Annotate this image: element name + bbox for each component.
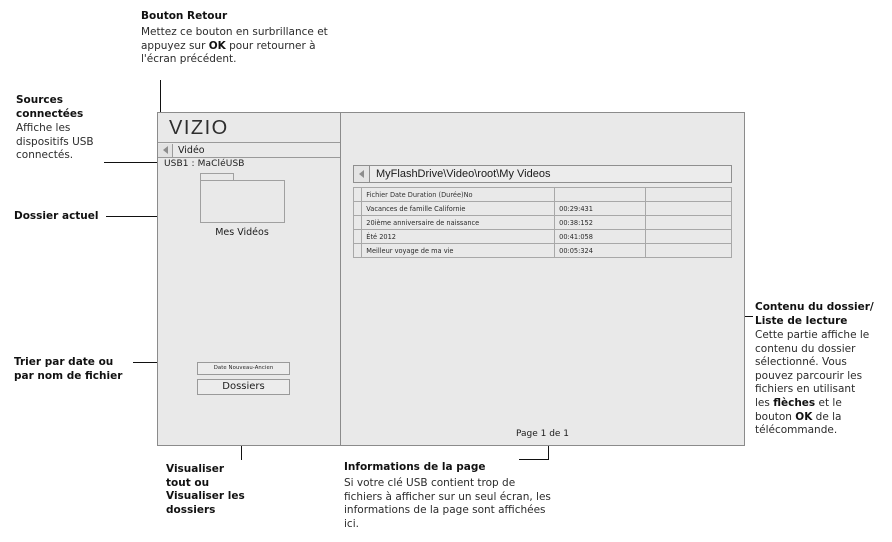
annotation-folder-content-body bbox=[755, 329, 869, 438]
back-button-line-2 bbox=[141, 40, 328, 54]
back-button[interactable] bbox=[158, 144, 173, 157]
view-mode-line-4: dossiers bbox=[166, 503, 216, 516]
annotation-sort-title bbox=[14, 356, 122, 383]
triangle-left-icon bbox=[163, 146, 168, 154]
row-gutter bbox=[354, 244, 362, 258]
page-info-line-3: informations de la page sont affichées bbox=[344, 504, 546, 517]
table-row[interactable] bbox=[354, 202, 732, 216]
row-gutter bbox=[354, 202, 362, 216]
row-duration: 00:41:058 bbox=[555, 230, 646, 244]
sources-title-line-1: Sources bbox=[16, 94, 64, 106]
folder-content-line-6c: et le bbox=[815, 396, 842, 409]
row-extra bbox=[646, 244, 732, 258]
folder-content-line-4: pouvez parcourir les bbox=[755, 369, 863, 382]
folder-icon-body bbox=[200, 180, 285, 223]
row-file-name: Été 2012 bbox=[362, 230, 555, 244]
table-row[interactable] bbox=[354, 216, 732, 230]
sort-title-line-2: par nom de fichier bbox=[14, 369, 123, 382]
annotation-view-mode-title bbox=[166, 463, 245, 517]
back-button-line-3: l'écran précédent. bbox=[141, 53, 237, 66]
row-file-name: Meilleur voyage de ma vie bbox=[362, 244, 555, 258]
video-back-bar[interactable] bbox=[158, 142, 340, 158]
annotation-back-button-title: Bouton Retour bbox=[141, 10, 228, 22]
back-button-line-2a: appuyez sur bbox=[141, 39, 209, 52]
page-info-line-1: Si votre clé USB contient trop de bbox=[344, 477, 516, 489]
table-row[interactable] bbox=[354, 244, 732, 258]
sources-title-line-2: connectées bbox=[16, 107, 84, 120]
folder-content-line-6a: les bbox=[755, 396, 774, 409]
annotation-folder-content-title bbox=[755, 301, 874, 328]
folder-content-fleches-bold: flèches bbox=[773, 396, 816, 409]
row-duration: 00:05:324 bbox=[555, 244, 646, 258]
page-info-line-2: fichiers à afficher sur un seul écran, les bbox=[344, 490, 551, 503]
file-list-table bbox=[353, 187, 732, 258]
table-header-row bbox=[354, 188, 732, 202]
current-folder-label: Mes Vidéos bbox=[215, 227, 269, 238]
header-file: Fichier Date Duration (Durée)No bbox=[362, 188, 555, 202]
row-gutter bbox=[354, 216, 362, 230]
tv-screen bbox=[157, 112, 745, 446]
back-button-line-2c: pour retourner à bbox=[225, 39, 316, 52]
file-list-body bbox=[354, 188, 732, 258]
sources-body-line-1: Affiche les bbox=[16, 122, 71, 134]
row-file-name: 20ième anniversaire de naissance bbox=[362, 216, 555, 230]
back-button-line-1: Mettez ce bouton en surbrillance et bbox=[141, 26, 328, 38]
folder-content-ok-bold: OK bbox=[795, 410, 813, 423]
folder-icon bbox=[200, 173, 285, 223]
row-duration: 00:38:152 bbox=[555, 216, 646, 230]
folder-content-line-5: fichiers en utilisant bbox=[755, 383, 856, 396]
view-mode-line-3: Visualiser les bbox=[166, 490, 245, 502]
annotation-sources-body bbox=[16, 122, 94, 163]
annotation-current-folder-title: Dossier actuel bbox=[14, 210, 99, 222]
leader-page-info-horizontal bbox=[519, 459, 549, 460]
header-gutter bbox=[354, 188, 362, 202]
tv-main-content bbox=[341, 113, 744, 445]
sources-body-line-2: dispositifs USB bbox=[16, 135, 94, 148]
annotation-back-button-body bbox=[141, 26, 328, 67]
table-row[interactable] bbox=[354, 230, 732, 244]
sort-button[interactable]: Date Nouveau-Ancien bbox=[197, 362, 290, 375]
page-status: Page 1 de 1 bbox=[515, 429, 570, 439]
annotation-sources-title bbox=[16, 94, 83, 121]
path-back-button[interactable] bbox=[354, 166, 370, 182]
vizio-logo: VIZIO bbox=[169, 117, 229, 139]
row-extra bbox=[646, 230, 732, 244]
annotation-page-info-body bbox=[344, 477, 551, 531]
folder-content-title-line-2: Liste de lecture bbox=[755, 314, 848, 327]
row-duration: 00:29:431 bbox=[555, 202, 646, 216]
row-extra bbox=[646, 202, 732, 216]
view-mode-button[interactable]: Dossiers bbox=[197, 379, 290, 395]
folder-content-line-1: Cette partie affiche le bbox=[755, 329, 870, 341]
header-duration bbox=[555, 188, 646, 202]
folder-content-line-7a: bouton bbox=[755, 410, 796, 423]
annotation-page-info-title: Informations de la page bbox=[344, 461, 486, 473]
usb-source-label: USB1 : MaCléUSB bbox=[164, 159, 245, 169]
header-extra bbox=[646, 188, 732, 202]
back-button-ok-bold: OK bbox=[208, 39, 226, 52]
folder-content-line-3: sélectionné. Vous bbox=[755, 356, 847, 369]
row-file-name: Vacances de famille Californie bbox=[362, 202, 555, 216]
sources-body-line-3: connectés. bbox=[16, 149, 74, 162]
page-info-line-4: ici. bbox=[344, 517, 359, 530]
sort-title-line-1: Trier par date ou bbox=[14, 356, 114, 368]
path-bar[interactable] bbox=[353, 165, 732, 183]
current-folder-item[interactable] bbox=[196, 173, 288, 238]
triangle-left-icon bbox=[359, 170, 364, 178]
folder-content-line-7c: de la bbox=[812, 410, 842, 423]
tv-sidebar bbox=[158, 113, 341, 445]
folder-content-title-line-1: Contenu du dossier/ bbox=[755, 301, 874, 313]
folder-content-line-8: télécommande. bbox=[755, 424, 838, 437]
folder-content-line-6 bbox=[755, 397, 869, 411]
view-mode-line-1: Visualiser bbox=[166, 463, 225, 475]
folder-content-line-2: contenu du dossier bbox=[755, 342, 856, 355]
video-label: Vidéo bbox=[178, 144, 205, 156]
folder-content-line-7 bbox=[755, 411, 869, 425]
view-mode-line-2: tout ou bbox=[166, 476, 210, 489]
row-extra bbox=[646, 216, 732, 230]
path-text: MyFlashDrive\Video\root\My Videos bbox=[376, 168, 551, 180]
row-gutter bbox=[354, 230, 362, 244]
